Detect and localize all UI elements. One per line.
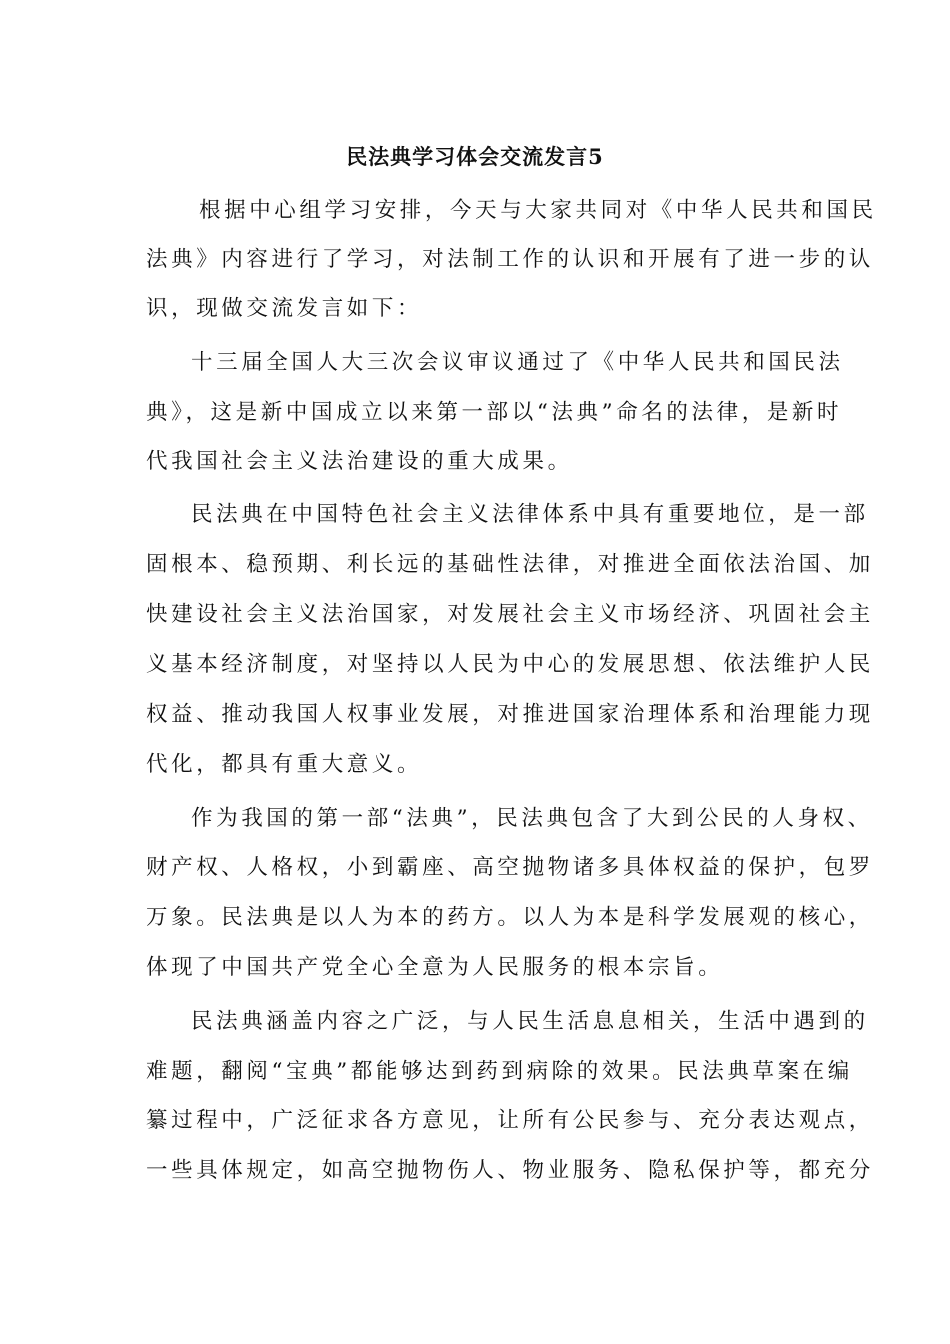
- text-line: 作为我国的第一部“法典”，民法典包含了大到公民的人身权、: [191, 806, 873, 831]
- text-line: 根据中心组学习安排，今天与大家共同对《中华人民共和国民: [199, 198, 877, 223]
- text-line: 法典》内容进行了学习，对法制工作的认识和开展有了进一步的认: [146, 247, 874, 272]
- text-line: 识，现做交流发言如下：: [146, 296, 423, 321]
- text-line: 代我国社会主义法治建设的重大成果。: [146, 449, 573, 474]
- text-line: 十三届全国人大三次会议审议通过了《中华人民共和国民法: [191, 350, 844, 375]
- text-line: 体现了中国共产党全心全意为人民服务的根本宗旨。: [146, 955, 724, 980]
- text-line: 难题，翻阅“宝典”都能够达到药到病除的效果。民法典草案在编: [146, 1059, 853, 1084]
- document-title: 民法典学习体会交流发言5: [346, 144, 604, 169]
- text-line: 民法典在中国特色社会主义法律体系中具有重要地位，是一部: [191, 502, 869, 527]
- text-line: 财产权、人格权，小到霸座、高空抛物诸多具体权益的保护，包罗: [146, 855, 874, 880]
- text-line: 万象。民法典是以人为本的药方。以人为本是科学发展观的核心，: [146, 905, 874, 930]
- text-line: 一些具体规定，如高空抛物伤人、物业服务、隐私保护等，都充分: [146, 1158, 874, 1183]
- text-line: 代化，都具有重大意义。: [146, 752, 423, 777]
- text-line: 快建设社会主义法治国家，对发展社会主义市场经济、巩固社会主: [146, 602, 874, 627]
- text-line: 固根本、稳预期、利长远的基础性法律，对推进全面依法治国、加: [146, 552, 874, 577]
- text-line: 民法典涵盖内容之广泛，与人民生活息息相关，生活中遇到的: [191, 1009, 869, 1034]
- text-line: 义基本经济制度，对坚持以人民为中心的发展思想、依法维护人民: [146, 652, 874, 677]
- text-line: 典》，这是新中国成立以来第一部以“法典”命名的法律，是新时: [146, 400, 843, 425]
- text-line: 纂过程中，广泛征求各方意见，让所有公民参与、充分表达观点，: [146, 1108, 874, 1133]
- text-line: 权益、推动我国人权事业发展，对推进国家治理体系和治理能力现: [146, 702, 874, 727]
